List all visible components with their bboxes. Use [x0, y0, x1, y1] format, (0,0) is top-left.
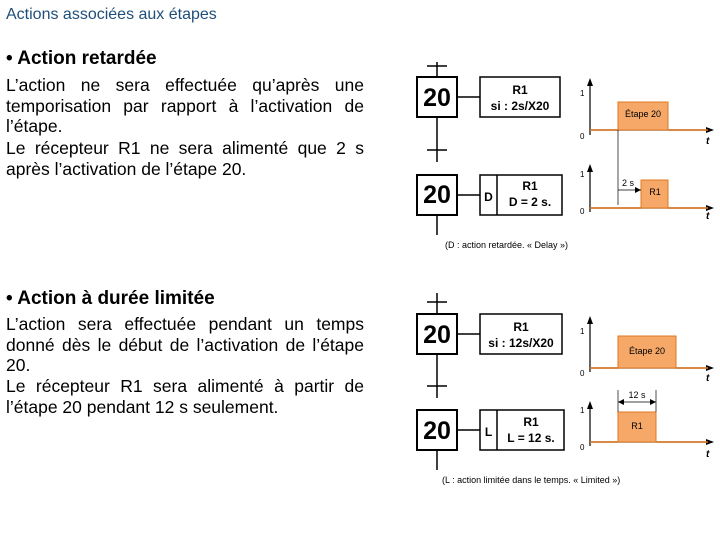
action-signal-label: R1	[649, 187, 661, 197]
paragraph-delayed-1: L’action ne sera effectuée qu’après une temporisation par rapport à l’activation de l’étape.	[6, 75, 364, 136]
duration-label: 12 s	[628, 390, 646, 400]
action-condition: si : 2s/X20	[490, 99, 550, 113]
action-qualifier: L	[484, 425, 493, 439]
axis-t: t	[706, 211, 710, 222]
step-number: 20	[423, 321, 451, 349]
action-label: R1	[523, 415, 539, 429]
delay-label: 2 s	[622, 178, 635, 188]
axis-zero: 0	[580, 443, 585, 452]
axis-zero: 0	[580, 369, 585, 378]
paragraph-limited-1: L’action sera effectuée pendant un temps donné dès le début de l’activation de l’étape 20.	[6, 314, 364, 375]
axis-t: t	[706, 373, 710, 384]
step-number: 20	[423, 84, 451, 112]
axis-t: t	[706, 136, 710, 147]
axis-one: 1	[580, 170, 585, 179]
axis-zero: 0	[580, 207, 585, 216]
axis-one: 1	[580, 327, 585, 336]
step-signal-label: Étape 20	[624, 109, 662, 119]
timing-chart-limited	[580, 316, 714, 460]
slide-title: Actions associées aux étapes	[6, 6, 217, 23]
axis-one: 1	[580, 406, 585, 415]
grafcet-step-2b	[417, 386, 564, 470]
step-signal-label: Étape 20	[628, 346, 666, 356]
grafcet-step-1a	[417, 62, 560, 162]
action-duration: L = 12 s.	[507, 431, 555, 445]
action-label: R1	[512, 83, 528, 97]
timing-chart-delayed	[580, 78, 714, 222]
axis-t: t	[706, 449, 710, 460]
paragraph-delayed-2: Le récepteur R1 ne sera alimenté que 2 s après l’activation de l’étape 20.	[6, 138, 364, 179]
step-number: 20	[423, 417, 451, 445]
step-number: 20	[423, 181, 451, 209]
grafcet-step-1b	[417, 150, 562, 235]
caption-limited: (L : action limitée dans le temps. « Limited »)	[442, 475, 621, 485]
action-duration: D = 2 s.	[508, 195, 552, 209]
section-heading-delayed: • Action retardée	[6, 48, 157, 69]
action-label: R1	[513, 320, 529, 334]
caption-delayed: (D : action retardée. « Delay »)	[445, 240, 569, 250]
action-signal-label: R1	[631, 421, 643, 431]
axis-zero: 0	[580, 132, 585, 141]
action-label: R1	[522, 179, 538, 193]
grafcet-step-2a	[417, 293, 562, 398]
axis-one: 1	[580, 89, 585, 98]
action-condition: si : 12s/X20	[488, 336, 554, 350]
paragraph-limited-2: Le récepteur R1 sera alimenté à partir de l’étape 20 pendant 12 s seulement.	[6, 376, 364, 417]
section-heading-limited: • Action à durée limitée	[6, 288, 215, 309]
action-qualifier: D	[484, 190, 493, 204]
